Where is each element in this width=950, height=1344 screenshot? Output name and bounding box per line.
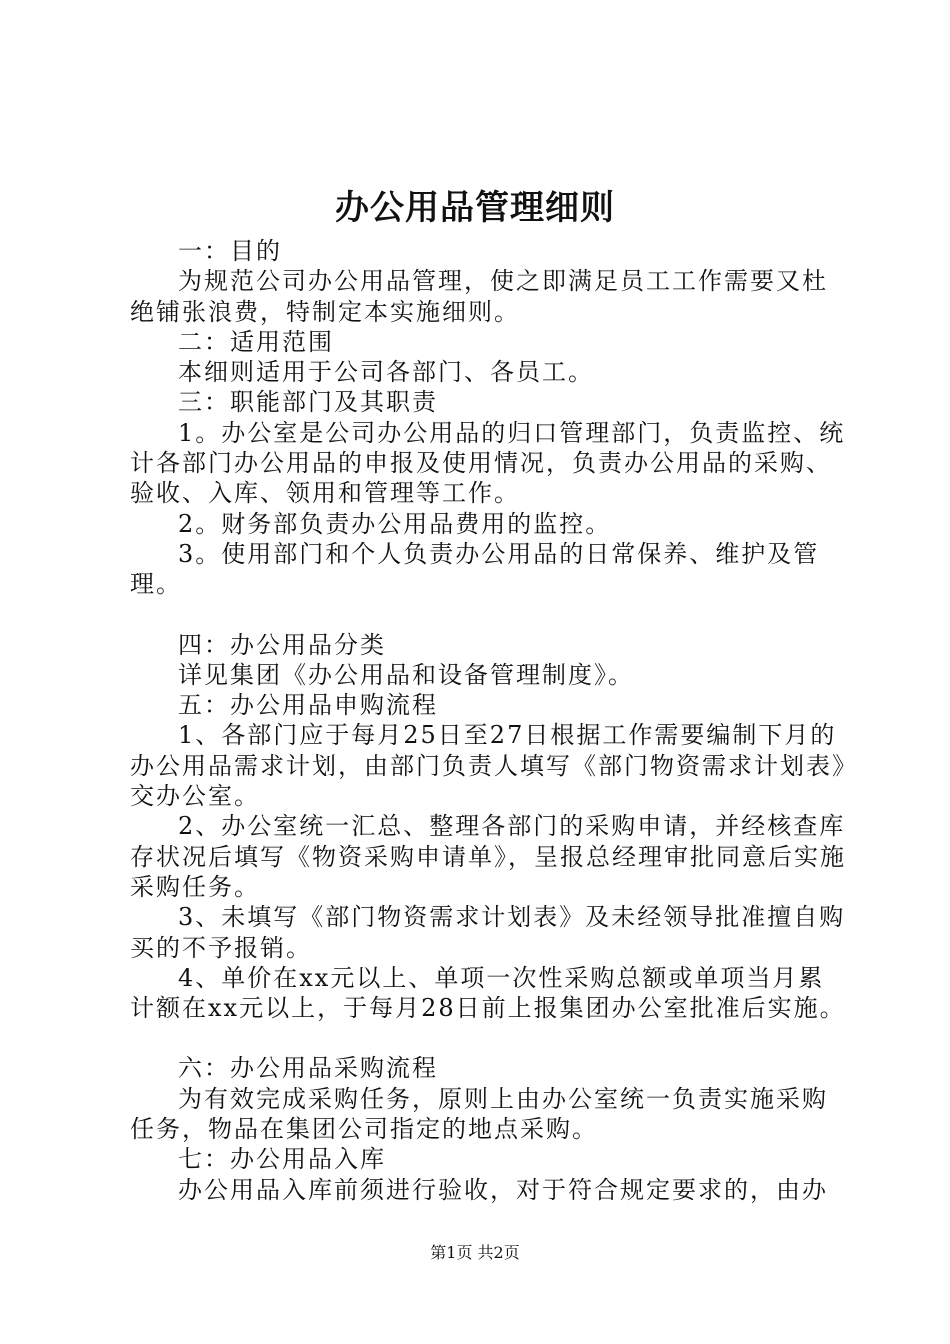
paragraph-procurement: 为有效完成采购任务，原则上由办公室统一负责实施采购任务，物品在集团公司指定的地点采购。 bbox=[130, 1084, 828, 1144]
section-heading-purpose: 一：目的 bbox=[178, 237, 282, 265]
paragraph-classification: 详见集团《办公用品和设备管理制度》。 bbox=[178, 660, 634, 689]
section-heading-scope: 二：适用范围 bbox=[178, 327, 334, 356]
paragraph-requisition-3: 3、未填写《部门物资需求计划表》及未经领导批准擅自购买的不予报销。 bbox=[130, 903, 846, 962]
section-heading-requisition: 五：办公用品申购流程 bbox=[178, 691, 438, 720]
paragraph-scope: 本细则适用于公司各部门、各员工。 bbox=[178, 358, 594, 387]
section-heading-duties: 三：职能部门及其职责 bbox=[178, 388, 438, 417]
paragraph-requisition-1: 1、各部门应于每月25日至27日根据工作需要编制下月的办公用品需求计划，由部门负责人填写《部门物资需求计划表》交办公室。 bbox=[130, 721, 846, 811]
paragraph-duty-1: 1。办公室是公司办公用品的归口管理部门，负责监控、统计各部门办公用品的申报及使用情况，负责办公用品的采购、验收、入库、领用和管理等工作。 bbox=[130, 418, 846, 508]
paragraph-requisition-2: 2、办公室统一汇总、整理各部门的采购申请，并经核查库存状况后填写《物资采购申请单》，呈报总经理审批同意后实施采购任务。 bbox=[130, 812, 846, 901]
document-title: 办公用品管理细则 bbox=[335, 188, 615, 228]
paragraph-warehousing: 办公用品入库前须进行验收，对于符合规定要求的，由办 bbox=[178, 1175, 828, 1204]
paragraph-requisition-4: 4、单价在xx元以上、单项一次性采购总额或单项当月累计额在xx元以上，于每月28日前上报集团办公室批准后实施。 bbox=[130, 963, 846, 1023]
paragraph-purpose: 为规范公司办公用品管理，使之即满足员工工作需要又杜绝铺张浪费，特制定本实施细则。 bbox=[130, 267, 828, 326]
document-body bbox=[130, 236, 850, 1205]
section-heading-warehousing: 七：办公用品入库 bbox=[178, 1145, 386, 1174]
page-footer: 第1页 共2页 bbox=[430, 1243, 520, 1262]
paragraph-duty-3: 3。使用部门和个人负责办公用品的日常保养、维护及管理。 bbox=[130, 539, 820, 599]
section-heading-procurement: 六：办公用品采购流程 bbox=[178, 1054, 438, 1083]
paragraph-duty-2: 2。财务部负责办公用品费用的监控。 bbox=[178, 509, 612, 538]
section-heading-classification: 四：办公用品分类 bbox=[178, 630, 386, 659]
